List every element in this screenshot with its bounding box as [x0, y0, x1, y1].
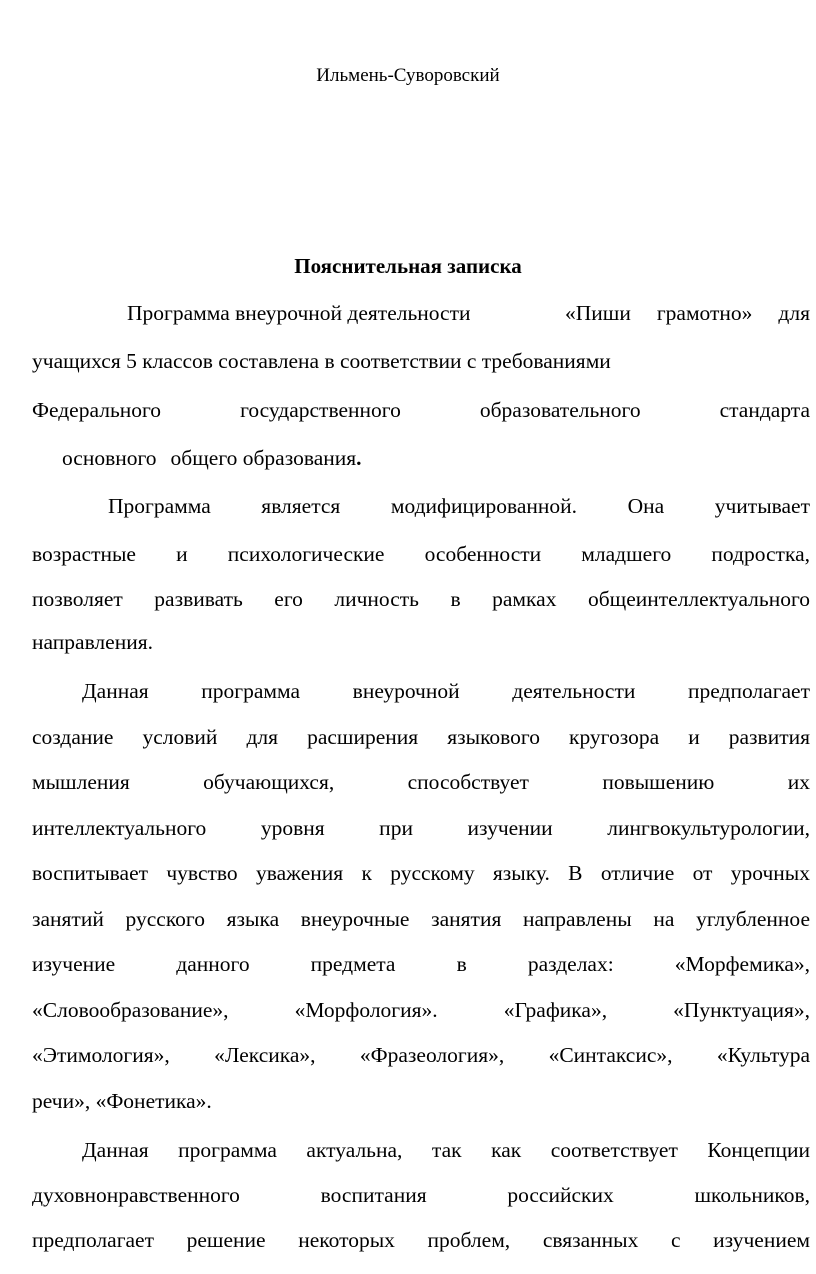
p1-line-4: [62, 444, 362, 472]
p3-line-7: изучение данного предмета в разделах: «Морфемика»,: [32, 952, 810, 976]
p3-line-5: воспитывает чувство уважения к русскому языку. В отличие от урочных: [32, 861, 810, 885]
p2-line-4: направления.: [32, 630, 153, 654]
p2-line-2: возрастные и психологические особенности младшего подростка,: [32, 542, 810, 566]
p3-line-10: речи», «Фонетика».: [32, 1089, 212, 1113]
p1-phrase-obshchego: общего образования: [170, 446, 357, 470]
p1-bold-period: .: [356, 446, 362, 470]
p1-line-1a: Программа внеурочной деятельности: [127, 301, 471, 325]
p1-line-2: учащихся 5 классов составлена в соответствии с требованиями: [32, 349, 611, 373]
p3-line-4: интеллектуального уровня при изучении лингвокультурологии,: [32, 816, 810, 840]
city-name: Ильмень-Суворовский: [316, 65, 500, 86]
p3-line-2: создание условий для расширения языкового кругозора и развития: [32, 725, 810, 749]
p3-line-6: занятий русского языка внеурочные занятия направлены на углубленное: [32, 907, 810, 931]
p3-line-3: мышления обучающихся, способствует повышению их: [32, 770, 810, 794]
p1-line-1b: «Пиши грамотно» для: [565, 301, 810, 325]
p4-line-3: предполагает решение некоторых проблем, связанных с изучением: [32, 1228, 810, 1252]
p4-line-1: Данная программа актуальна, так как соответствует Концепции: [82, 1138, 810, 1162]
document-title: Пояснительная записка: [294, 254, 522, 278]
p3-line-9: «Этимология», «Лексика», «Фразеология», «Синтаксис», «Культура: [32, 1043, 810, 1067]
p1-word-osnovnogo: основного: [62, 446, 157, 470]
p2-line-3: позволяет развивать его личность в рамках общеинтеллектуального: [32, 587, 810, 611]
p4-line-2: духовнонравственного воспитания российских школьников,: [32, 1183, 810, 1207]
p2-line-1: Программа является модифицированной. Она учитывает: [108, 494, 810, 518]
p3-line-8: «Словообразование», «Морфология». «Графика», «Пунктуация»,: [32, 998, 810, 1022]
p1-line-3: Федерального государственного образовательного стандарта: [32, 398, 810, 422]
p3-line-1: Данная программа внеурочной деятельности предполагает: [82, 679, 810, 703]
